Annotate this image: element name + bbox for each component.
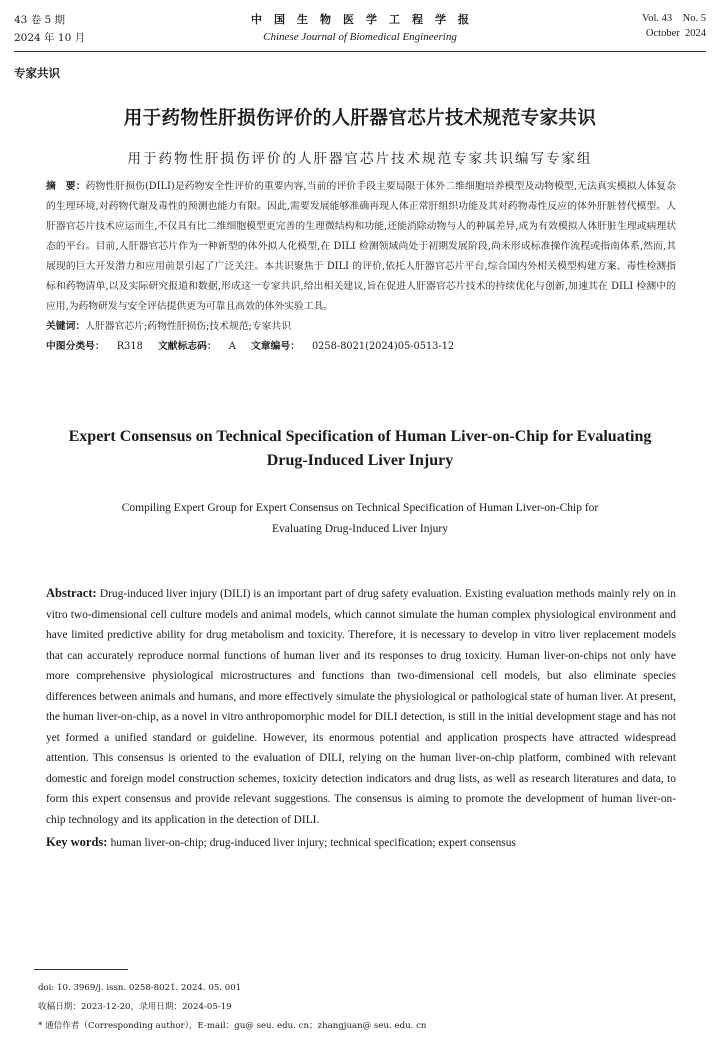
keywords-en-text: human liver-on-chip; drug-induced liver injury; technical specification; expert consensus	[110, 837, 516, 849]
abstract-cn-label: 摘 要：	[46, 181, 86, 192]
title-en: Expert Consensus on Technical Specification of Human Liver-on-Chip for Evaluating Drug-Induced Liver Injury	[68, 428, 652, 469]
title-cn: 用于药物性肝损伤评价的人肝器官芯片技术规范专家共识	[123, 108, 597, 129]
clc-value: R318	[116, 341, 143, 352]
header-volume-en: Vol. 43 No. 5	[642, 13, 706, 24]
article-number-label: 文章编号：	[250, 341, 300, 352]
abstract-en-label: Abstract	[46, 586, 93, 600]
author-group-en: Compiling Expert Group for Expert Consensus on Technical Specification of Human Liver-on-Chip for Evaluating Drug-Induced Liver Injury	[121, 502, 599, 535]
doc-code-value: A	[228, 341, 236, 352]
header-volume-cn: 43 卷 5 期	[14, 14, 66, 26]
header-date-en: October 2024	[645, 28, 706, 39]
keywords-en-label: Key words	[46, 835, 104, 849]
abstract-en: Abstract: Drug-induced liver injury (DILI) is an important part of drug safety evaluation. Existing evaluation methods mainly rely on in vitro two-dimensional cell culture models and animal models, which cannot simulate the human complex physiological environment and have limited predictive ability for drug metabolism and toxicity. Therefore, it is necessary to develop in vitro liver replacement models that can accurately reproduce normal functions of human liver and its responses to drug toxicity. Human liver-on-chips not only have more comprehensive physiological microstructures and functions than two-dimensional cell models, but also eliminate species differences between animals and humans, and more effectively simulate the physiological or pathological state of human liver. At present, the human liver-on-chip, as a novel in vitro anthropomorphic model for DILI detection, is still in the initial development stage and has not yet formed a unified standard or guideline. However, its enormous potential and application prospects have attracted widespread attention. This consensus is oriented to the evaluation of DILI, relying on the human liver-on-chip platform, combined with relevant domestic and foreign model construction schemes, toxicity detection indicators and drug lists, as well as research literatures and data, to form this expert consensus and provide relevant suggestions. The consensus is aiming to promote the development of human liver-on-chip technology and its application in the detection of DILI.	[46, 586, 677, 826]
doc-code-label: 文献标志码：	[157, 341, 217, 352]
header-issue-en	[642, 11, 706, 41]
header-journal-cn: 中国生物医学工程学报	[251, 13, 481, 26]
header-journal-en: Chinese Journal of Biomedical Engineering	[263, 31, 457, 43]
clc-number	[46, 341, 143, 352]
footnote-corresponding: * 通信作者（Corresponding author），E-mail：gu@ seu. edu. cn；zhangjuan@ seu. edu. cn	[38, 1021, 427, 1031]
keywords-cn	[46, 317, 676, 337]
keywords-cn-label: 关键词：	[46, 321, 86, 332]
footnote-dates: 收稿日期：2023-12-20，录用日期：2024-05-19	[38, 1002, 232, 1012]
header-rule	[14, 51, 706, 52]
document-code	[158, 341, 236, 352]
classification-line	[46, 337, 676, 357]
footnotes	[38, 979, 690, 1036]
article-number	[251, 341, 454, 352]
footnote-rule	[34, 969, 128, 970]
abstract-cn	[46, 177, 676, 317]
header-journal	[14, 11, 706, 45]
abstract-cn-block	[46, 177, 676, 357]
running-header	[14, 11, 706, 51]
header-date-cn: 2024 年 10 月	[14, 32, 86, 44]
clc-label: 中图分类号：	[46, 341, 105, 352]
keywords-en: Key words: human liver-on-chip; drug-induced liver injury; technical specification; expert consensus	[46, 835, 516, 849]
keywords-cn-text: 人肝器官芯片;药物性肝损伤;技术规范;专家共识	[85, 321, 292, 332]
section-tag: 专家共识	[14, 66, 60, 80]
abstract-cn-text: 药物性肝损伤(DILI)是药物安全性评价的重要内容,当前的评价手段主要局限于体外二维细胞培养模型及动物模型,无法真实模拟人体复杂的生理环境,对药物代谢及毒性的预测也能力有限。因此,需要发展能够准确再现人体正常肝组织功能及其对药物毒性反应的体外肝脏替代模型。人肝器官芯片技术应运而生,不仅具有比二维细胞模型更完善的生理微结构和功能,还能消除动物与人的种属差异,成为有效模拟人体肝脏生理或病理状态的平台。目前,人肝器官芯片作为一种新型的体外拟人化模型,在 DILI 检测领域尚处于初期发展阶段,尚未形成标准操作流程或指南体系,然而,其展现的巨大开发潜力和应用前景引起了广泛关注。本共识聚焦于 DILI 的评价,依托人肝器官芯片平台,综合国内外相关模型构建方案、毒性检测指标和药物清单,以及实际研究报道和数据,形成这一专家共识,给出相关建议,旨在促进人肝器官芯片技术的持续优化与创新,加速其在 DILI 检测中的应用,为药物研发与安全评估提供更为可靠且高效的体外实验工具。	[46, 181, 676, 312]
article-number-value: 0258-8021(2024)05-0513-12	[311, 341, 455, 352]
footnote-doi: doi: 10. 3969/j. issn. 0258-8021. 2024. 05. 001	[38, 983, 242, 993]
abstract-en-text: Drug-induced liver injury (DILI) is an important part of drug safety evaluation. Existing evaluation methods mainly rely on in vitro two-dimensional cell culture models and animal models, which cannot simulate the human complex physiological environment and have limited predictive ability for drug metabolism and toxicity. Therefore, it is necessary to develop in vitro liver replacement models that can accurately reproduce normal functions of human liver and its responses to drug toxicity. Human liver-on-chips not only have more comprehensive physiological microstructures and functions than two-dimensional cell models, but also eliminate species differences between animals and humans, and more effectively simulate the physiological or pathological state of human liver. At present, the human liver-on-chip, as a novel in vitro anthropomorphic model for DILI detection, is still in the initial development stage and has not yet formed a unified standard or guideline. However, its enormous potential and application prospects have attracted widespread attention. This consensus is oriented to the evaluation of DILI, relying on the human liver-on-chip platform, combined with relevant domestic and foreign model construction schemes, toxicity detection indicators and drug lists, as well as research literatures and data, to form this expert consensus and provide relevant suggestions. The consensus is aiming to promote the development of human liver-on-chip technology and its application in the detection of DILI.	[46, 588, 677, 826]
author-group-cn: 用于药物性肝损伤评价的人肝器官芯片技术规范专家共识编写专家组	[127, 151, 593, 167]
abstract-en-block	[46, 583, 676, 854]
